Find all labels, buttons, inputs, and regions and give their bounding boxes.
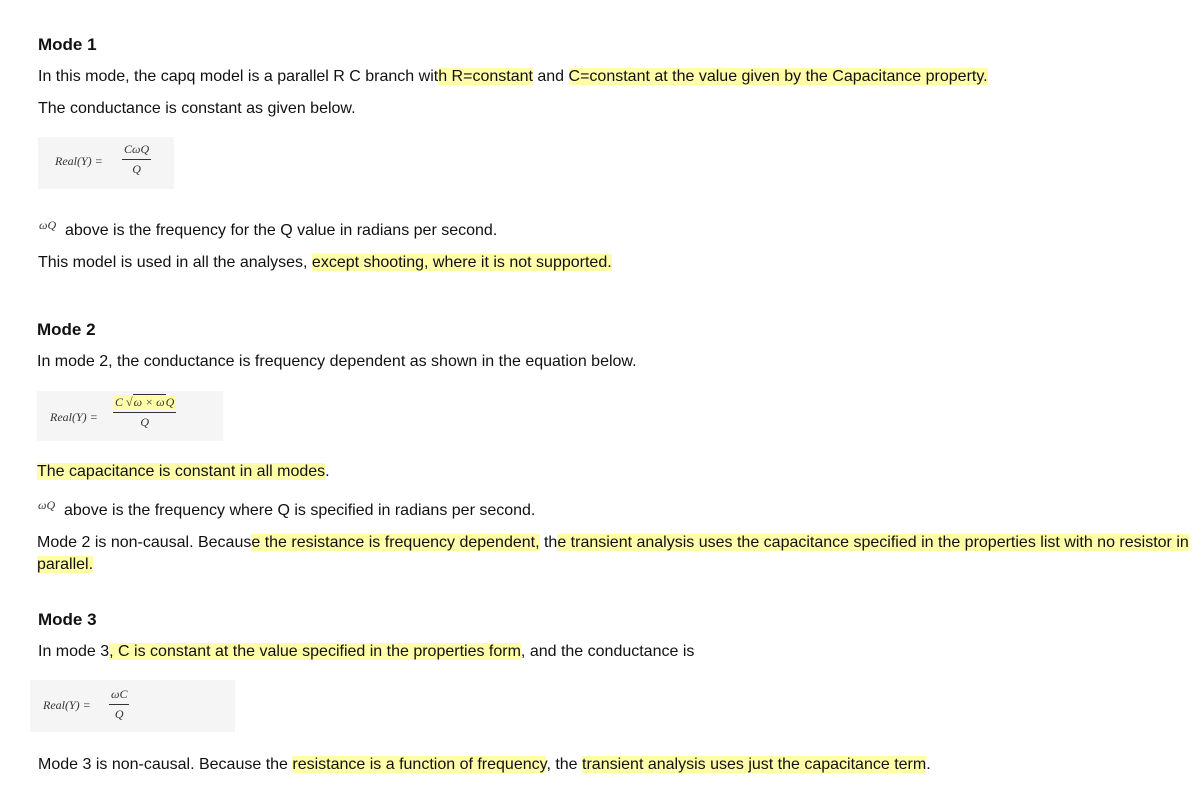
mode3-equation <box>30 680 235 732</box>
mode3-highlight-transient: transient analysis uses just the capacitance term <box>582 756 927 773</box>
equation-lhs: Real(Y) = <box>50 410 98 424</box>
mode2-equation <box>37 391 223 441</box>
mode1-intro-text: In this mode, the capq model is a parallel R C branch wit <box>38 68 439 85</box>
equation-fraction <box>122 142 151 177</box>
mode1-omega-symbol: ωQ <box>39 218 57 232</box>
sqrt-term: ω × ω <box>133 395 165 409</box>
equation-lhs: Real(Y) = <box>43 698 91 712</box>
mode3-noncausal-text: Mode 3 is non-causal. Because the <box>38 756 293 773</box>
mode1-highlight-r: h R=constant <box>438 68 533 85</box>
equation-numerator: C √ω × ωQ <box>115 395 175 409</box>
mode2-intro: In mode 2, the conductance is frequency dependent as shown in the equation below. <box>37 353 637 370</box>
fraction-bar <box>109 704 129 705</box>
mode3-heading: Mode 3 <box>38 610 97 629</box>
mode1-conductance-text: The conductance is constant as given below. <box>38 100 356 117</box>
mode3-highlight-c: , C is constant at the value specified in the properties form <box>109 643 521 660</box>
mode1-intro-and: and <box>532 68 569 85</box>
mode1-analyses <box>38 252 612 274</box>
equation-fraction <box>113 395 176 430</box>
mode2-noncausal-line2 <box>37 554 93 576</box>
mode3-noncausal-the: , the <box>546 756 583 773</box>
equation-numerator: CωQ <box>124 142 150 156</box>
mode3-highlight-resistance: resistance is a function of frequency <box>292 756 547 773</box>
mode2-highlight-resistance: e the resistance is frequency dependent, <box>251 534 540 551</box>
mode1-omega-text: above is the frequency for the Q value in radians per second. <box>65 222 498 239</box>
fraction-bar <box>113 412 176 413</box>
mode2-noncausal-text: Mode 2 is non-causal. Becaus <box>37 534 252 551</box>
mode3-noncausal-period: . <box>926 756 931 773</box>
mode1-highlight-c: C=constant at the value given by the Capacitance property. <box>568 68 988 85</box>
equation-lhs: Real(Y) = <box>55 154 103 168</box>
mode2-capacitance-period: . <box>325 463 330 480</box>
mode2-capacitance <box>37 461 330 483</box>
mode1-intro <box>38 66 988 88</box>
mode3-intro-post: , and the conductance is <box>520 643 695 660</box>
equation-fraction <box>109 687 129 722</box>
mode1-highlight-shooting: except shooting, where it is not supported. <box>311 254 612 271</box>
fraction-bar <box>122 159 151 160</box>
mode1-equation <box>38 137 174 189</box>
mode2-heading: Mode 2 <box>37 320 96 339</box>
mode2-omega-symbol: ωQ <box>38 498 56 512</box>
mode3-intro <box>38 641 694 663</box>
mode3-intro-text: In mode 3 <box>38 643 110 660</box>
mode2-highlight-transient: e transient analysis uses the capacitance specified in the properties list with no resistor in <box>557 534 1189 551</box>
numerator-q: Q <box>165 395 175 409</box>
equation-denominator: Q <box>140 415 149 429</box>
mode3-noncausal <box>38 754 931 776</box>
equation-numerator: ωC <box>111 687 128 701</box>
mode2-noncausal-the: th <box>539 534 558 551</box>
mode2-omega-text: above is the frequency where Q is specified in radians per second. <box>64 502 536 519</box>
mode2-highlight-capacitance: The capacitance is constant in all modes <box>37 463 326 480</box>
mode2-highlight-parallel: parallel. <box>37 556 94 573</box>
mode1-heading: Mode 1 <box>38 35 97 54</box>
equation-denominator: Q <box>114 707 124 721</box>
mode2-noncausal <box>37 532 1189 554</box>
equation-denominator: Q <box>132 162 141 176</box>
mode1-analyses-text: This model is used in all the analyses, <box>38 254 312 271</box>
numerator-c: C <box>115 395 124 409</box>
